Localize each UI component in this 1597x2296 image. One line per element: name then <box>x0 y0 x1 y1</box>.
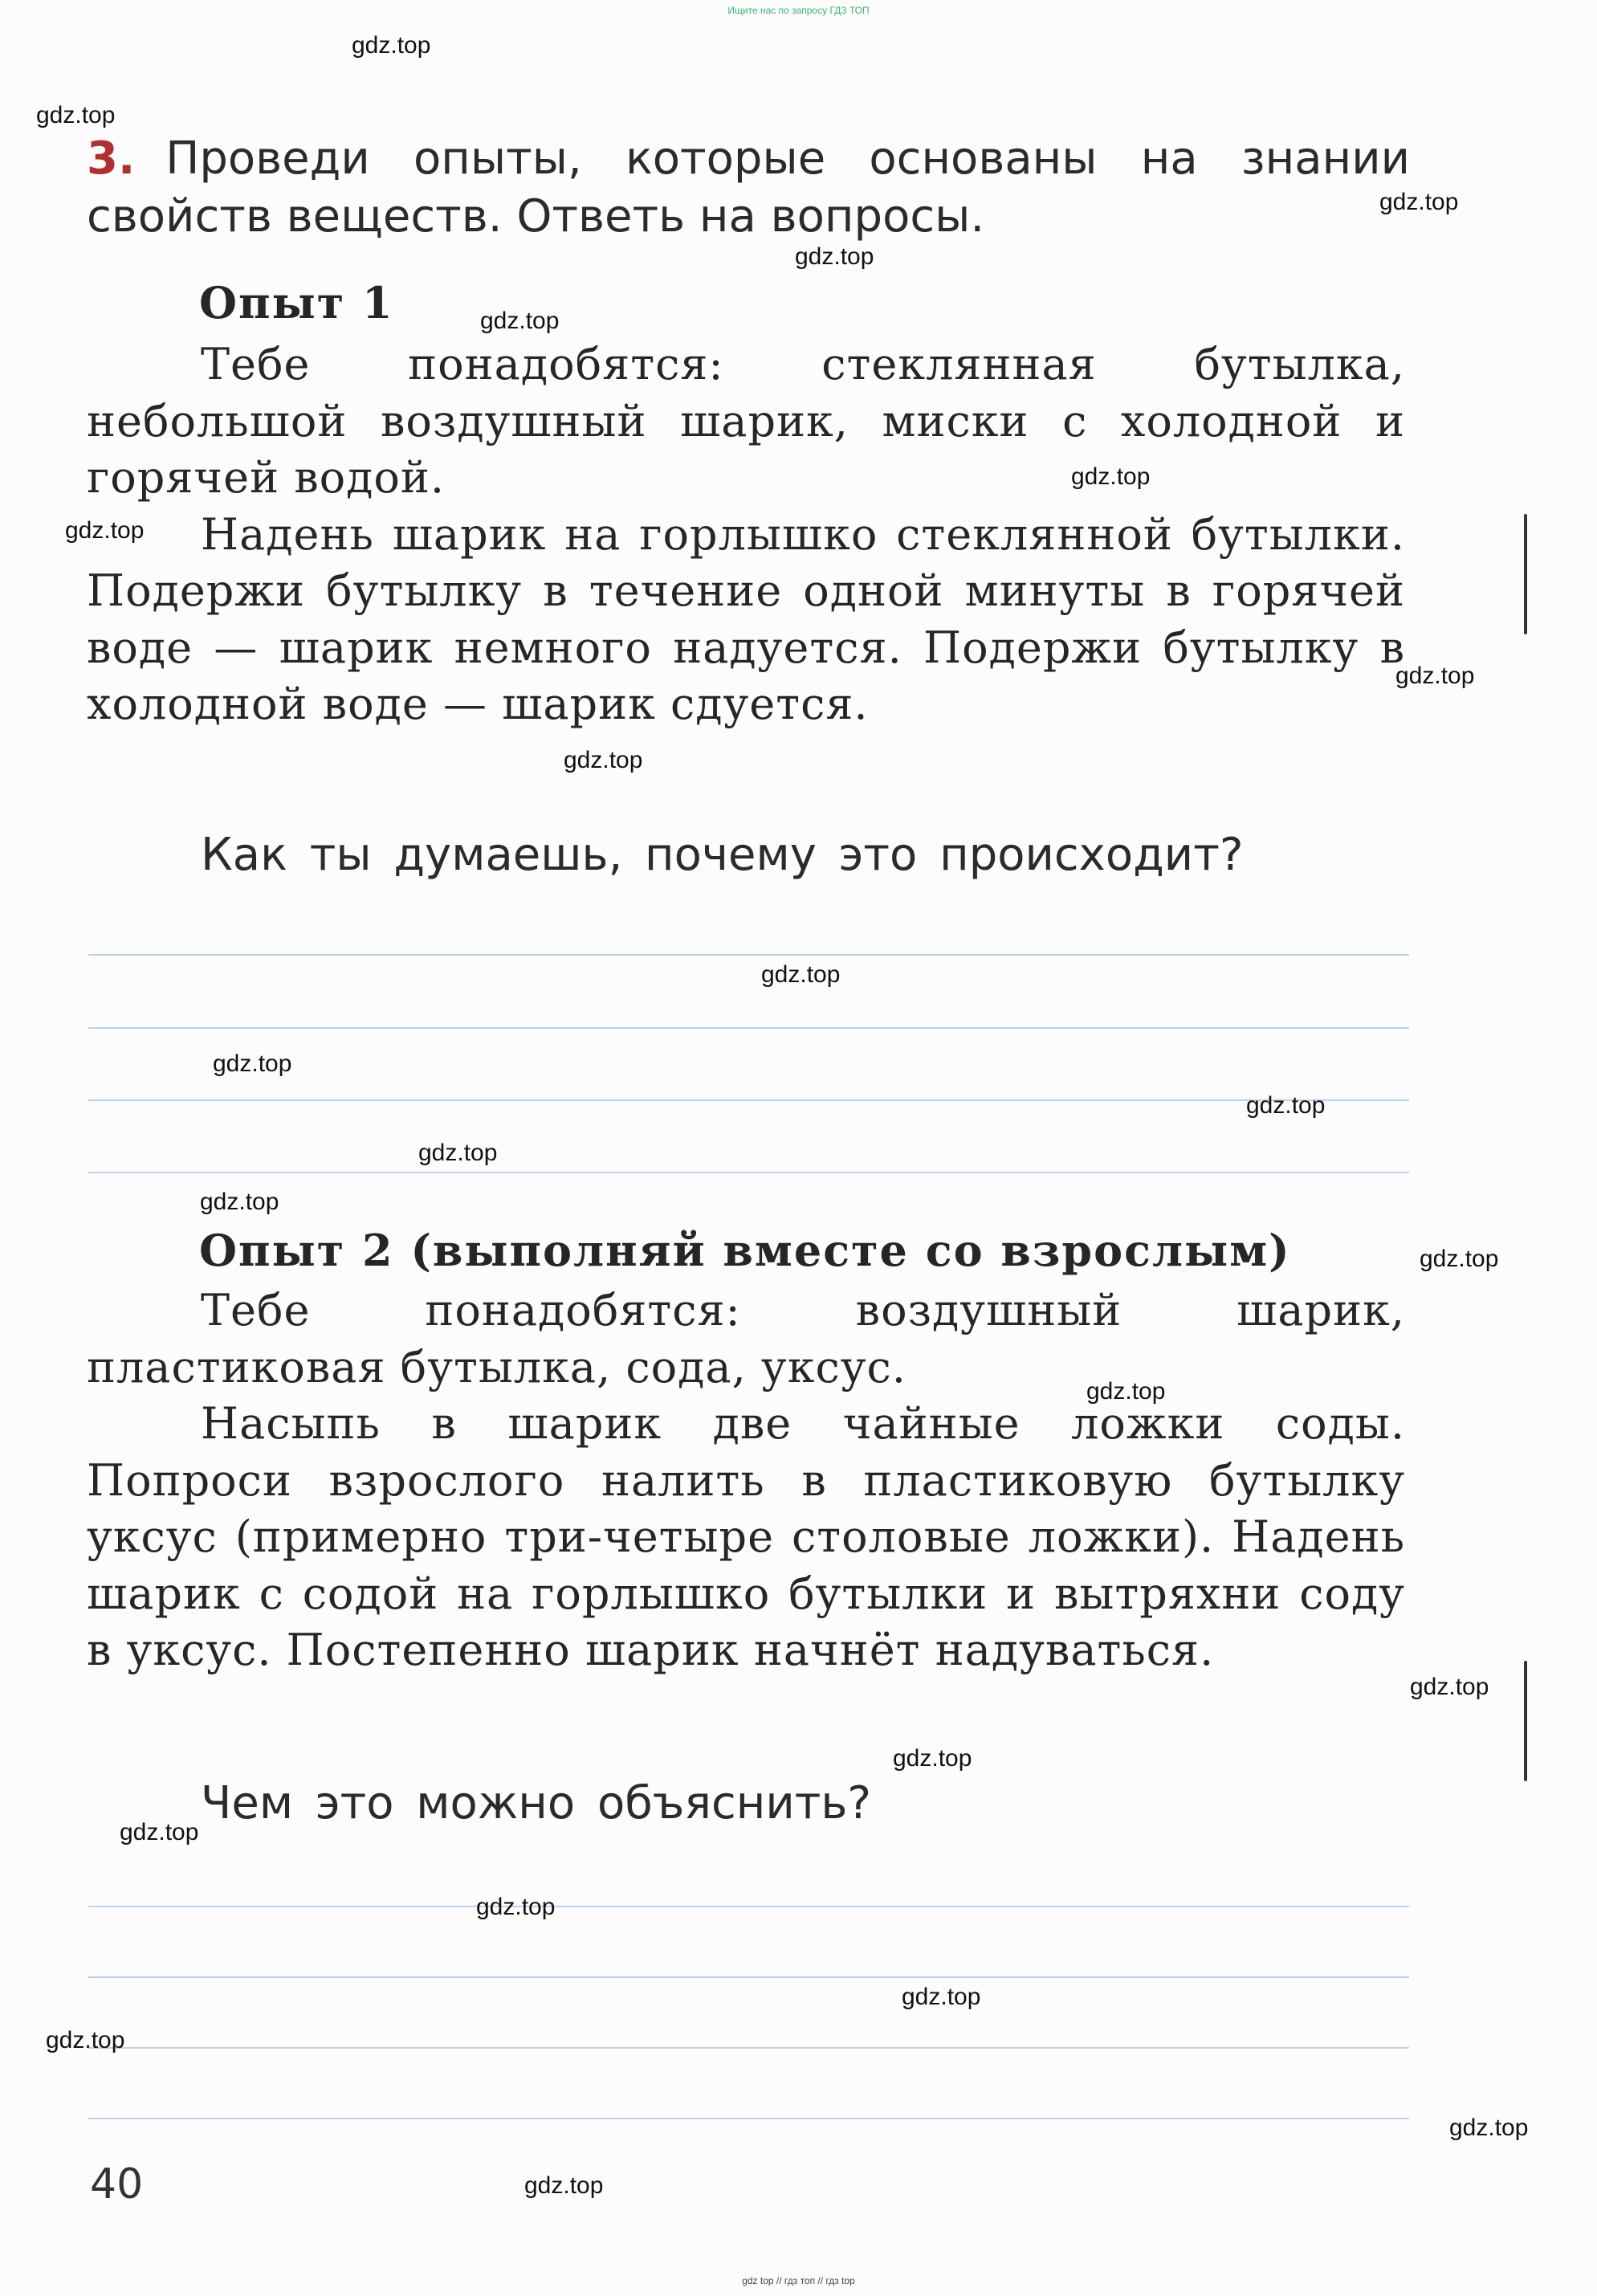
watermark: gdz.top <box>795 243 874 270</box>
watermark: gdz.top <box>65 517 145 544</box>
watermark: gdz.top <box>893 1745 972 1772</box>
watermark: gdz.top <box>213 1050 292 1077</box>
watermark: gdz.top <box>1410 1674 1489 1700</box>
experiment-1-question: Как ты думаешь, почему это происходит? <box>201 829 1244 881</box>
watermark: gdz.top <box>761 961 841 988</box>
experiment-1-instructions: Надень шарик на горлышко стеклянной бутылки. Подержи бутылку в течение одной минуты в горячей воде — шарик немного надуется. Подержи бутылку в холодной воде — шарик сдуется. <box>87 508 1405 729</box>
answer-line[interactable] <box>88 954 1409 956</box>
answer-line[interactable] <box>88 1099 1409 1101</box>
staple-mark <box>1524 1661 1527 1781</box>
answer-line[interactable] <box>88 2047 1409 2049</box>
watermark: gdz.top <box>564 747 643 773</box>
watermark: gdz.top <box>352 32 431 59</box>
answer-line[interactable] <box>88 1027 1409 1029</box>
task-text: Проведи опыты, которые основаны на знании свойств веществ. Ответь на вопросы. <box>87 133 1410 243</box>
task-3 <box>87 130 1410 246</box>
staple-mark <box>1524 514 1527 634</box>
experiment-2-materials: Тебе понадобятся: воздушный шарик, пластиковая бутылка, сода, уксус. <box>87 1285 1405 1393</box>
watermark: gdz.top <box>902 1984 981 2010</box>
answer-line[interactable] <box>88 2118 1409 2119</box>
bottom-note: gdz top // гдз топ // гдз top <box>742 2275 855 2286</box>
experiment-2-title: Опыт 2 (выполняй вместе со взрослым) <box>199 1225 1291 1276</box>
page-number: 40 <box>90 2160 144 2208</box>
watermark: gdz.top <box>46 2027 125 2053</box>
experiment-1-title: Опыт 1 <box>199 277 394 328</box>
experiment-1-materials: Тебе понадобятся: стеклянная бутылка, небольшой воздушный шарик, миски с холодной и горячей водой. <box>87 339 1405 503</box>
watermark: gdz.top <box>476 1894 556 1920</box>
watermark: gdz.top <box>480 308 560 334</box>
watermark: gdz.top <box>1449 2115 1529 2141</box>
watermark: gdz.top <box>418 1140 498 1166</box>
answer-line[interactable] <box>88 1976 1409 1978</box>
answer-line[interactable] <box>88 1172 1409 1173</box>
watermark: gdz.top <box>36 102 116 128</box>
experiment-2-question: Чем это можно объяснить? <box>201 1777 872 1829</box>
watermark: gdz.top <box>1420 1246 1499 1272</box>
experiment-1-body <box>87 336 1405 733</box>
watermark: gdz.top <box>120 1819 199 1845</box>
task-number: 3. <box>87 133 136 185</box>
watermark: gdz.top <box>1379 189 1459 215</box>
watermark: gdz.top <box>1086 1378 1166 1405</box>
experiment-2-body <box>87 1283 1405 1679</box>
watermark: gdz.top <box>1246 1092 1326 1119</box>
watermark: gdz.top <box>200 1189 279 1215</box>
top-search-note: Ищите нас по запросу ГДЗ ТОП <box>727 5 870 16</box>
watermark: gdz.top <box>1395 663 1475 689</box>
watermark: gdz.top <box>1071 463 1151 490</box>
experiment-2-instructions: Насыпь в шарик две чайные ложки соды. Попроси взрослого налить в пластиковую бутылку уксус (примерно три-четыре столовые ложки). Надень шарик с содой на горлышко бутылки и вытряхни соду в уксус. Постепенно шарик начнёт надуваться. <box>87 1398 1405 1675</box>
answer-line[interactable] <box>88 1906 1409 1907</box>
watermark: gdz.top <box>524 2172 604 2199</box>
